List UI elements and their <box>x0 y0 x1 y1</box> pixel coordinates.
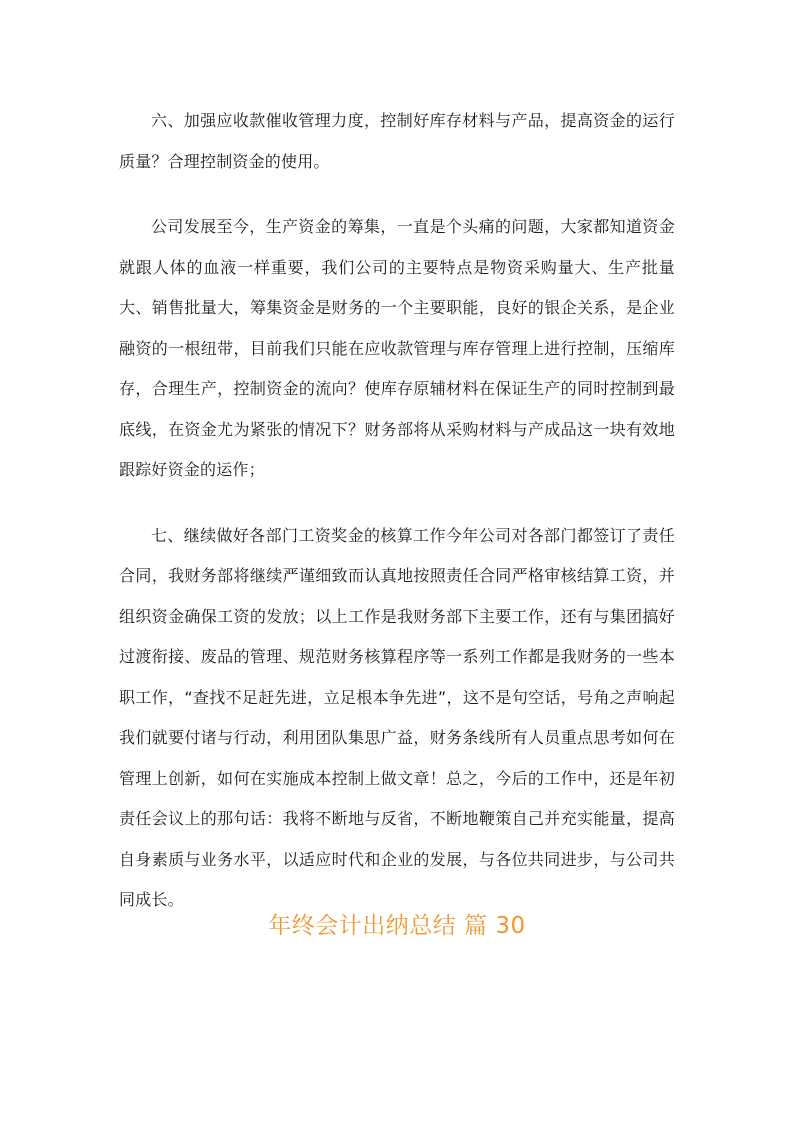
paragraph-seven: 七、继续做好各部门工资奖金的核算工作今年公司对各部门都签订了责任合同，我财务部将继续严谨细致而认真地按照责任合同严格审核结算工资，并组织资金确保工资的发放；以上工作是我财务部下主要工作，还有与集团搞好过渡衔接、废品的管理、规范财务核算程序等一系列工作都是我财务的一些本职工作，“查找不足赶先进，立足根本争先进”，这不是句空话，号角之声响起我们就要付诸与行动，利用团队集思广益，财务条线所有人员重点思考如何在管理上创新，如何在实施成本控制上做文章！总之，今后的工作中，还是年初责任会议上的那句话：我将不断地与反省，不断地鞭策自己并充实能量，提高自身素质与业务水平，以适应时代和企业的发展，与各位共同进步，与公司共同成长。 <box>119 525 675 909</box>
document-body <box>119 101 675 921</box>
section-title: 年终会计出纳总结 篇 30 <box>268 913 526 939</box>
paragraph-funding: 公司发展至今，生产资金的筹集，一直是个头痛的问题，大家都知道资金就跟人体的血液一样重要，我们公司的主要特点是物资采购量大、生产批量大、销售批量大，筹集资金是财务的一个主要职能，良好的银企关系，是企业融资的一根纽带，目前我们只能在应收款管理与库存管理上进行控制，压缩库存，合理生产，控制资金的流向？使库存原辅材料在保证生产的同时控制到最底线，在资金尤为紧张的情况下？财务部将从采购材料与产成品这一块有效地跟踪好资金的运作； <box>119 217 675 479</box>
paragraph-six: 六、加强应收款催收管理力度，控制好库存材料与产品，提高资金的运行质量？合理控制资金的使用。 <box>119 111 675 171</box>
